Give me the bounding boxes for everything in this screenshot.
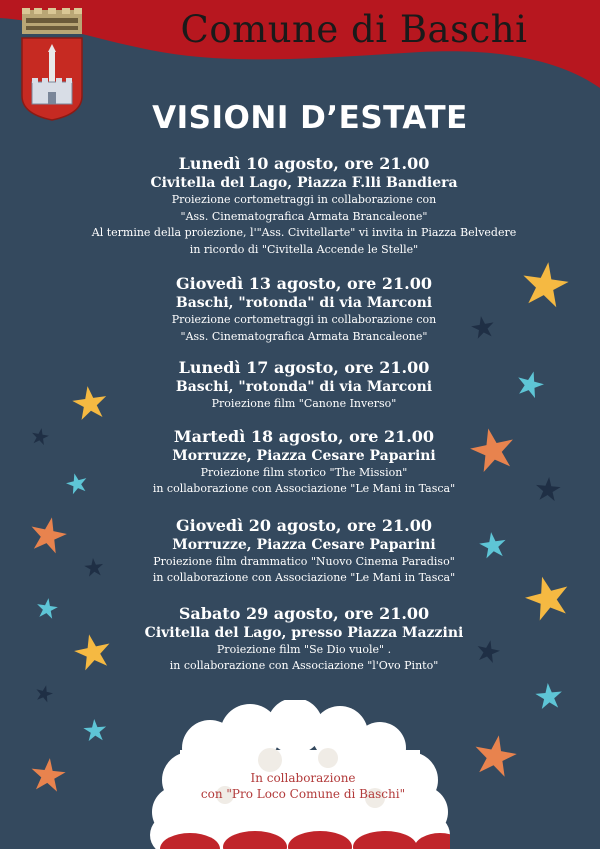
event-place: Morruzze, Piazza Cesare Paparini (172, 536, 436, 553)
municipality-name: Comune di Baschi (180, 8, 528, 51)
event-item (0, 358, 600, 413)
event-description: in collaborazione con Associazione "l'Ovo Pinto" (169, 659, 439, 672)
event-date: Martedì 18 agosto, ore 21.00 (173, 426, 435, 446)
event-date: Giovedì 13 agosto, ore 21.00 (176, 274, 432, 293)
event-item (0, 427, 600, 498)
event-place: Morruzze, Piazza Cesare Paparini (172, 447, 436, 464)
collaboration-note (190, 770, 416, 802)
collaboration-line: con "Pro Loco Comune di Baschi" (200, 787, 406, 801)
event-description: Proiezione film "Se Dio vuole" . (216, 642, 392, 656)
collaboration-line: In collaborazione (250, 771, 356, 785)
event-item (0, 604, 600, 675)
event-description: Al termine della proiezione, l'"Ass. Civitellarte" vi invita in Piazza Belvedere (91, 226, 517, 239)
event-place: Civitella del Lago, presso Piazza Mazzini (144, 624, 464, 641)
event-item (0, 516, 600, 587)
event-date: Lunedì 10 agosto, ore 21.00 (178, 154, 430, 173)
event-date: Giovedì 20 agosto, ore 21.00 (176, 515, 432, 535)
event-list (0, 154, 600, 675)
event-date: Sabato 29 agosto, ore 21.00 (178, 603, 430, 623)
event-description: Proiezione film "Canone Inverso" (211, 397, 397, 410)
star-teal-icon (83, 718, 107, 741)
event-date: Lunedì 17 agosto, ore 21.00 (178, 358, 430, 377)
event-description: in ricordo di "Civitella Accende le Stelle" (189, 242, 419, 256)
star-navy-icon (34, 683, 55, 703)
star-orange-icon (29, 756, 66, 792)
event-place: Civitella del Lago, Piazza F.lli Bandiera (150, 175, 458, 191)
event-item (0, 154, 600, 258)
star-teal-icon (535, 682, 564, 710)
event-description: "Ass. Cinematografica Armata Brancaleone" (180, 209, 428, 223)
event-place: Baschi, "rotonda" di via Marconi (175, 379, 433, 395)
event-description: Proiezione cortometraggi in collaborazione con (171, 313, 437, 326)
event-description: Proiezione film storico "The Mission" (200, 465, 408, 479)
event-item (0, 274, 600, 345)
event-description: Proiezione film drammatico "Nuovo Cinema Paradiso" (153, 554, 455, 568)
event-place: Baschi, "rotonda" di via Marconi (175, 295, 433, 311)
event-description: Proiezione cortometraggi in collaborazione con (171, 193, 437, 206)
event-description: in collaborazione con Associazione "Le Mani in Tasca" (152, 482, 456, 495)
poster-title: VISIONI D’ESTATE (152, 100, 468, 136)
event-description: "Ass. Cinematografica Armata Brancaleone" (180, 329, 428, 343)
star-orange-icon (471, 732, 519, 778)
event-description: in collaborazione con Associazione "Le Mani in Tasca" (152, 571, 456, 584)
